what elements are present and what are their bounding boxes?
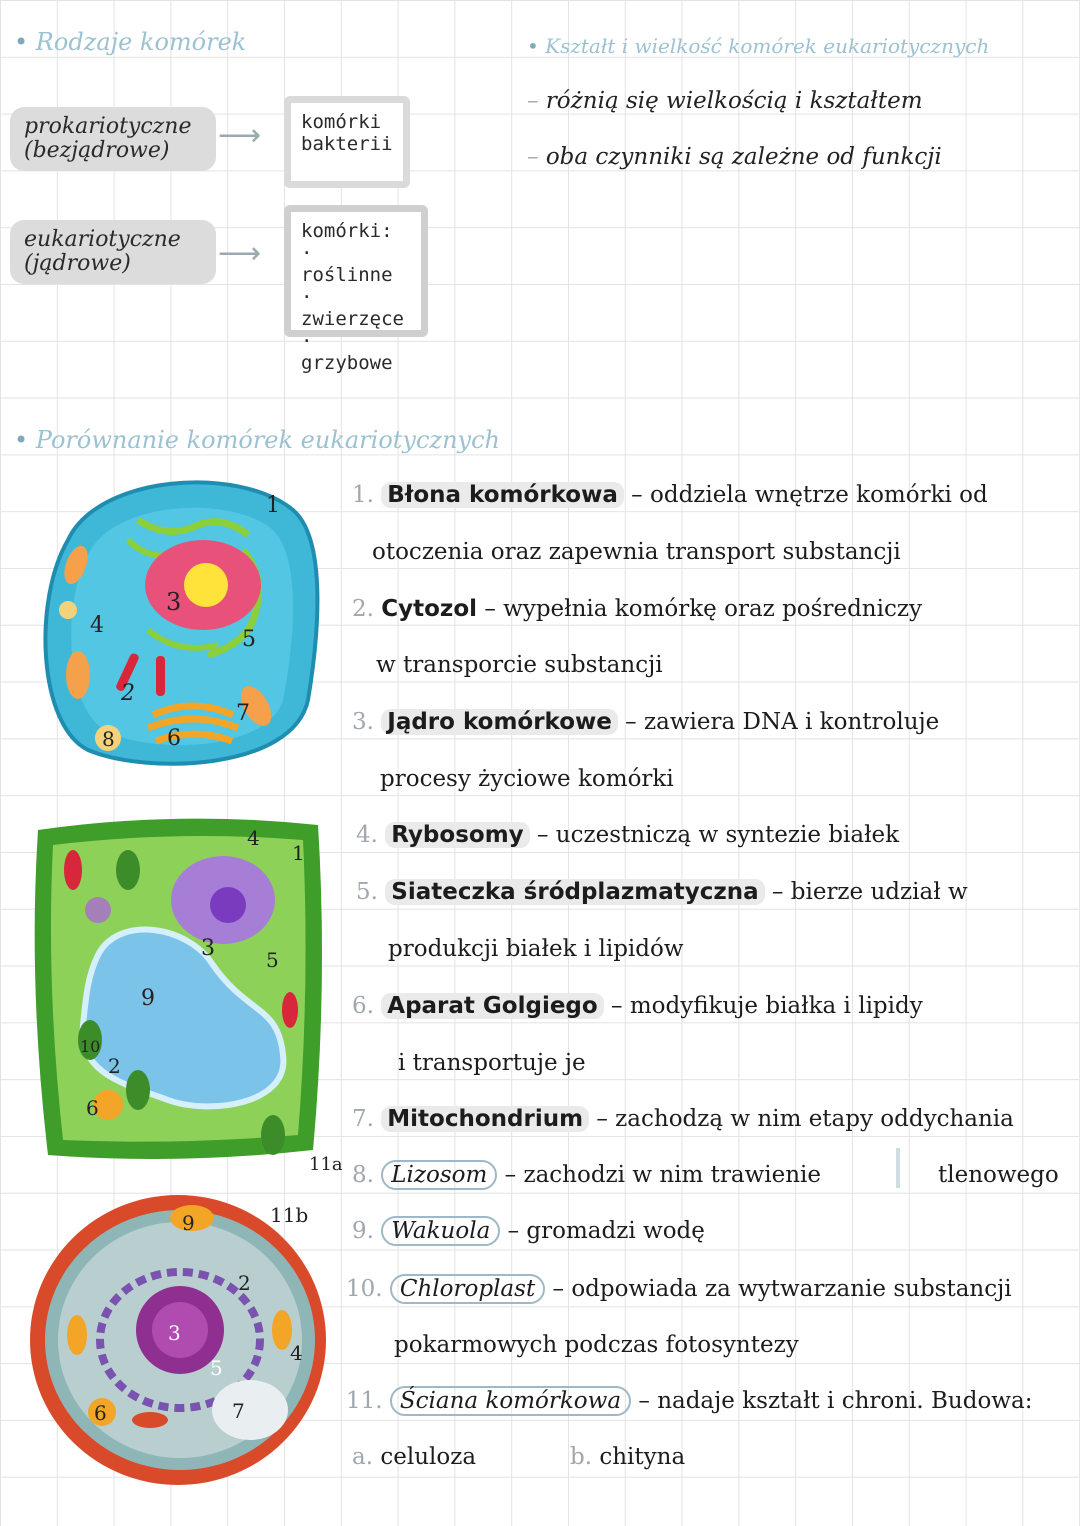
organelle-number: 8. xyxy=(352,1162,374,1188)
types-heading: • Rodzaje komórek xyxy=(14,28,247,56)
organelle-3: 3. Jądro komórkowe – zawiera DNA i kontroluje xyxy=(352,709,940,735)
label-4: 4 xyxy=(90,613,104,638)
organelle-5-cont: produkcji białek i lipidów xyxy=(388,936,684,962)
bacteria-line2: bakterii xyxy=(301,133,393,155)
organelle-4: 4. Rybosomy – uczestniczą w syntezie białek xyxy=(356,822,900,848)
label-5: 5 xyxy=(266,948,279,972)
label-6: 6 xyxy=(94,1401,107,1425)
shape-point-2: – oba czynniki są zależne od funkcji xyxy=(527,144,942,170)
arrow-right-icon: ⟶ xyxy=(218,118,262,153)
label-2: 2 xyxy=(121,681,135,706)
organelle-desc: zachodzą w nim etapy oddychania xyxy=(615,1106,1014,1132)
organelle-desc: wypełnia komórkę oraz pośredniczy xyxy=(503,596,922,622)
centriole-icon xyxy=(156,656,165,696)
organelle-term: Siateczka śródplazmatyczna xyxy=(385,879,764,905)
organelle-number: 3. xyxy=(352,709,374,735)
organelle-3-cont: procesy życiowe komórki xyxy=(380,766,674,792)
mitochondrion-icon xyxy=(272,1310,292,1350)
organelle-desc: odpowiada za wytwarzanie substancji xyxy=(571,1276,1012,1302)
organelle-5: 5. Siateczka śródplazmatyczna – bierze udział w xyxy=(356,879,968,905)
arrow-right-icon: ⟶ xyxy=(218,236,262,271)
label-5: 5 xyxy=(242,627,256,652)
list-item: · grzybowe xyxy=(301,330,393,374)
comparison-heading: • Porównanie komórek eukariotycznych xyxy=(14,426,500,454)
shape-point-1: – różnią się wielkością i kształtem xyxy=(527,88,923,114)
label-9: 9 xyxy=(141,986,155,1011)
bracket-divider xyxy=(896,1148,900,1188)
label-6: 6 xyxy=(167,726,181,751)
organelle-number: 11. xyxy=(346,1388,383,1414)
nucleolus-icon xyxy=(184,563,228,607)
label-3: 3 xyxy=(168,1321,181,1345)
organelle-term: Jądro komórkowe xyxy=(381,709,618,735)
prokaryotic-label: prokariotyczne xyxy=(24,114,192,139)
organelle-desc: bierze udział w xyxy=(790,879,968,905)
shape-heading: • Kształt i wielkość komórek eukariotycznych xyxy=(527,34,990,58)
organelle-desc: gromadzi wodę xyxy=(526,1218,705,1244)
wall-part-b xyxy=(570,1444,685,1470)
label-9: 7 xyxy=(232,1399,245,1423)
label-1: 1 xyxy=(266,493,280,518)
prokaryotic-box xyxy=(10,107,216,171)
label-2: 2 xyxy=(238,1271,251,1295)
label-11a: 11a xyxy=(309,1154,343,1175)
eukaryotic-sublabel: (jądrowe) xyxy=(24,251,131,276)
organelle-7: 7. Mitochondrium – zachodzą w nim etapy oddychania xyxy=(352,1106,1014,1132)
label-3: 3 xyxy=(201,936,215,961)
organelle-desc: zawiera DNA i kontroluje xyxy=(644,709,940,735)
lysosome-icon xyxy=(132,1412,168,1428)
organelle-number: 2. xyxy=(352,596,374,622)
organelle-desc: uczestniczą w syntezie białek xyxy=(555,822,900,848)
eukaryotic-box xyxy=(10,220,216,284)
list-item: · zwierzęce xyxy=(301,286,404,330)
organelle-number: 4. xyxy=(356,822,378,848)
eukaryotic-label: eukariotyczne xyxy=(24,227,181,252)
organelle-desc: oddziela wnętrze komórki od xyxy=(650,482,988,508)
organelle-6: 6. Aparat Golgiego – modyfikuje białka i lipidy xyxy=(352,993,923,1019)
wall-part-letter: b. xyxy=(570,1444,593,1470)
label-8: 8 xyxy=(102,727,115,751)
organelle-11: 11. Ściana komórkowa – nadaje kształt i chroni. Budowa: xyxy=(346,1388,1033,1414)
label-7: 9 xyxy=(182,1211,195,1235)
chloroplast-icon xyxy=(126,1070,150,1110)
bacteria-line1: komórki xyxy=(301,111,382,133)
wall-part-text: chityna xyxy=(599,1444,686,1470)
wall-part-a xyxy=(352,1444,476,1470)
chloroplast-icon xyxy=(261,1115,285,1155)
label-3: 3 xyxy=(166,588,182,616)
organelle-number: 5. xyxy=(356,879,378,905)
organelle-6-cont: i transportuje je xyxy=(398,1050,586,1076)
organelle-desc: modyfikuje białka i lipidy xyxy=(629,993,923,1019)
label-4: 4 xyxy=(247,826,260,850)
organelle-term: Cytozol xyxy=(381,596,478,622)
mitochondrion-icon xyxy=(67,1315,87,1355)
organelle-2: 2. Cytozol – wypełnia komórkę oraz pośredniczy xyxy=(352,596,922,622)
label-1: 1 xyxy=(292,841,305,865)
organelle-number: 6. xyxy=(352,993,374,1019)
label-2: 2 xyxy=(108,1054,121,1078)
wall-part-letter: a. xyxy=(352,1444,374,1470)
mitochondrion-icon xyxy=(64,850,82,890)
label-11b: 11b xyxy=(270,1203,309,1227)
organelle-9: 9. Wakuola – gromadzi wodę xyxy=(352,1218,705,1244)
organelle-8: 8. Lizosom – zachodzi w nim trawienie xyxy=(352,1162,822,1188)
shape-point-text: różnią się wielkością i kształtem xyxy=(545,88,923,114)
organelle-desc: zachodzi w nim trawienie xyxy=(523,1162,822,1188)
list-item: · roślinne xyxy=(301,242,393,286)
organelle-term: Rybosomy xyxy=(385,822,529,848)
organelle-number: 10. xyxy=(346,1276,383,1302)
plant-cell-diagram xyxy=(28,815,348,1175)
organelle-number: 1. xyxy=(352,482,374,508)
label-4: 4 xyxy=(290,1341,303,1365)
organelle-number: 7. xyxy=(352,1106,374,1132)
organelle-10: 10. Chloroplast – odpowiada za wytwarzanie substancji xyxy=(346,1276,1012,1302)
organelle-term: Wakuola xyxy=(381,1216,500,1246)
fungal-cell-diagram xyxy=(20,1190,350,1500)
er-icon xyxy=(85,897,111,923)
organelle-desc: nadaje kształt i chroni. Budowa: xyxy=(657,1388,1033,1414)
mitochondrion-icon xyxy=(282,992,298,1028)
organelle-term: Chloroplast xyxy=(390,1274,545,1304)
organelle-term: Ściana komórkowa xyxy=(390,1386,631,1416)
organelle-term: Mitochondrium xyxy=(381,1106,589,1132)
organelle-7-extra: tlenowego xyxy=(938,1162,1059,1188)
organelle-2-cont: w transporcie substancji xyxy=(376,652,663,678)
organelle-term: Błona komórkowa xyxy=(381,482,624,508)
label-5: 5 xyxy=(210,1356,223,1380)
organelle-term: Aparat Golgiego xyxy=(381,993,603,1019)
label-7: 7 xyxy=(236,701,250,726)
label-6: 6 xyxy=(86,1096,99,1120)
organelle-number: 9. xyxy=(352,1218,374,1244)
organelle-10-cont: pokarmowych podczas fotosyntezy xyxy=(394,1332,799,1358)
eukaryotic-cells-box xyxy=(284,205,428,374)
vesicle-icon xyxy=(59,601,77,619)
wall-part-text: celuloza xyxy=(380,1444,477,1470)
prokaryotic-sublabel: (bezjądrowe) xyxy=(24,138,170,163)
mitochondrion-icon xyxy=(66,651,90,699)
label-10: 10 xyxy=(80,1037,101,1056)
chloroplast-icon xyxy=(116,850,140,890)
organelle-term: Lizosom xyxy=(381,1160,497,1190)
vacuole-icon xyxy=(212,1380,288,1440)
shape-point-text: oba czynniki są zależne od funkcji xyxy=(545,144,942,170)
nucleolus-icon xyxy=(210,887,246,923)
animal-cell-diagram xyxy=(28,470,328,780)
bacteria-cells-box xyxy=(284,96,410,188)
organelle-1-cont: otoczenia oraz zapewnia transport substancji xyxy=(372,539,901,565)
eukaryotic-cells-title: komórki: xyxy=(301,220,393,242)
organelle-1: 1. Błona komórkowa – oddziela wnętrze komórki od xyxy=(352,482,988,508)
